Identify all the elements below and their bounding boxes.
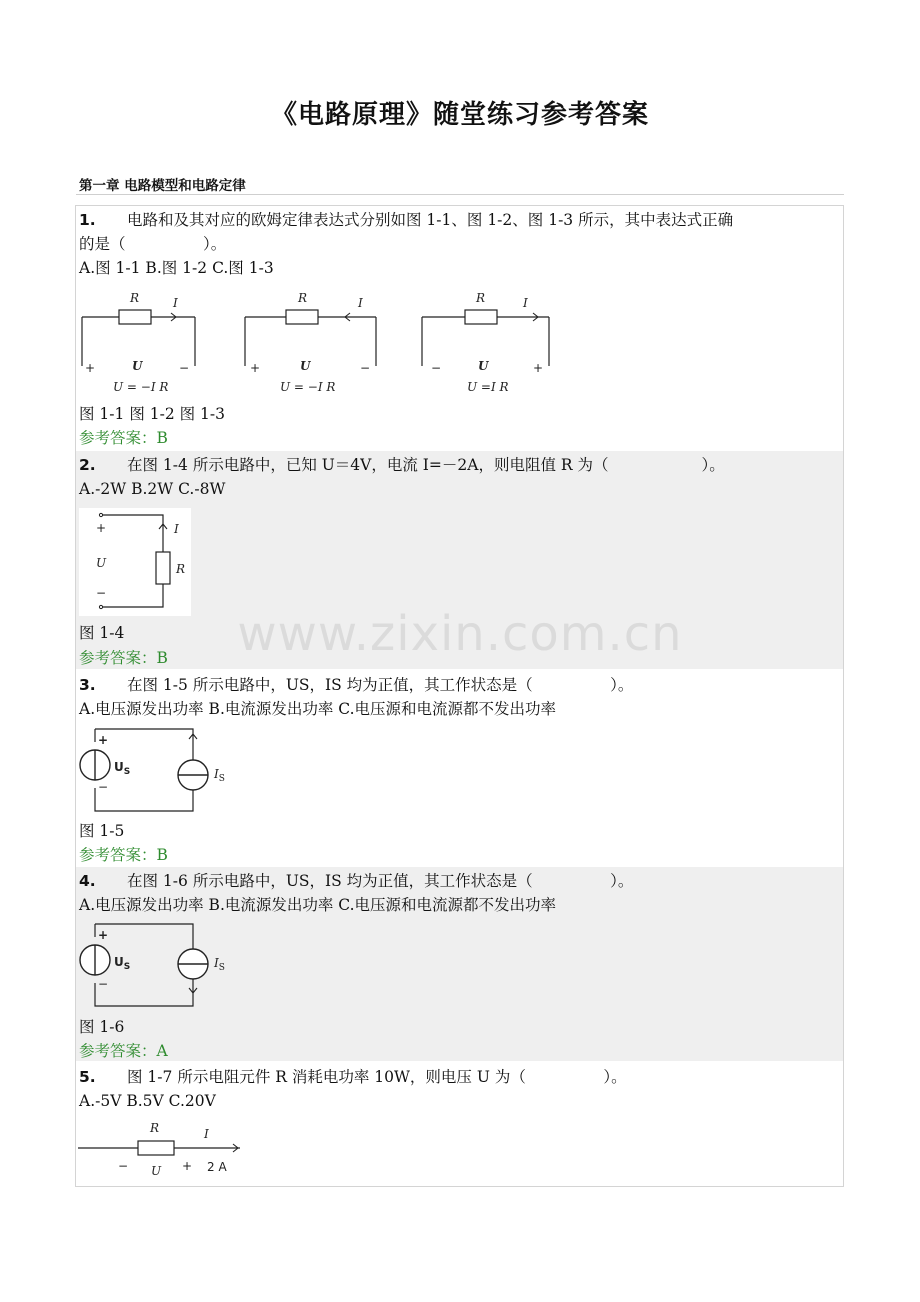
label-r: R: [176, 562, 186, 576]
question-4-stem: 4. 在图 1-6 所示电路中，US，IS 均为正值，其工作状态是（ ）。: [79, 872, 634, 890]
answer: 参考答案：B: [79, 649, 168, 667]
label-u: U: [132, 359, 143, 373]
label-r: R: [130, 291, 140, 305]
figure-caption: 图 1-4: [79, 624, 125, 642]
label-minus: −: [96, 586, 107, 600]
figure-1-1: [79, 286, 204, 394]
figure-1-3: [419, 286, 554, 394]
label-r: R: [476, 291, 486, 305]
figure-1-7: [78, 1117, 248, 1179]
label-is: $I_S$: [214, 767, 225, 784]
figure-1-2: [242, 286, 382, 394]
label-minus: −: [98, 977, 109, 991]
question-4: [76, 867, 843, 1061]
resistor: [286, 310, 318, 324]
label-plus: +: [98, 928, 109, 942]
question-number: 2.: [79, 456, 96, 474]
chapter-divider: [76, 194, 844, 195]
resistor: [119, 310, 151, 324]
question-number: 4.: [79, 872, 96, 890]
chapter-heading: 第一章 电路模型和电路定律: [79, 178, 246, 194]
resistor: [156, 552, 170, 584]
resistor: [465, 310, 497, 324]
label-plus: +: [182, 1159, 193, 1173]
question-4-options: A.电压源发出功率 B.电流源发出功率 C.电压源和电流源都不发出功率: [79, 896, 557, 914]
ohm-expression: U =I R: [467, 380, 509, 394]
figure-caption: 图 1-1 图 1-2 图 1-3: [79, 405, 226, 423]
document-title: 《电路原理》随堂练习参考答案: [270, 100, 649, 130]
question-1-stem-cont: 的是（ ）。: [79, 235, 227, 253]
label-i: I: [174, 522, 179, 536]
question-1-options: A.图 1-1 B.图 1-2 C.图 1-3: [79, 259, 274, 277]
question-3-stem: 3. 在图 1-5 所示电路中，US，IS 均为正值，其工作状态是（ ）。: [79, 676, 634, 694]
watermark: www.zixin.com.cn: [237, 606, 683, 662]
question-5: [76, 1063, 843, 1186]
resistor: [138, 1141, 174, 1155]
label-u: U: [300, 359, 311, 373]
label-plus: +: [96, 521, 107, 535]
question-2-options: A.-2W B.2W C.-8W: [79, 480, 226, 498]
label-plus: +: [250, 361, 261, 375]
label-r: R: [150, 1121, 160, 1135]
answer: 参考答案：B: [79, 846, 168, 864]
ohm-expression: U = −I R: [280, 380, 336, 394]
label-minus: −: [360, 361, 371, 375]
label-r: R: [298, 291, 308, 305]
label-i: I: [173, 296, 178, 310]
question-number: 3.: [79, 676, 96, 694]
figure-caption: 图 1-5: [79, 822, 125, 840]
label-minus: −: [431, 361, 442, 375]
label-current-value: 2 A: [207, 1160, 227, 1174]
label-u: U: [151, 1164, 162, 1178]
label-us: $U_S$: [114, 760, 131, 777]
label-plus: +: [533, 361, 544, 375]
answer: 参考答案：A: [79, 1042, 168, 1060]
label-minus: −: [98, 780, 109, 794]
label-minus: −: [179, 361, 190, 375]
question-5-options: A.-5V B.5V C.20V: [79, 1092, 216, 1110]
answer: 参考答案：B: [79, 429, 168, 447]
label-minus: −: [118, 1159, 129, 1173]
label-is: $I_S$: [214, 956, 225, 973]
figure-1-4: [79, 508, 191, 616]
label-u: U: [478, 359, 489, 373]
label-us: $U_S$: [114, 955, 131, 972]
question-number: 5.: [79, 1068, 96, 1086]
figure-1-6: [78, 921, 238, 1011]
question-5-stem: 5. 图 1-7 所示电阻元件 R 消耗电功率 10W，则电压 U 为（ ）。: [79, 1068, 627, 1086]
figure-1-5: [78, 726, 238, 816]
question-3-options: A.电压源发出功率 B.电流源发出功率 C.电压源和电流源都不发出功率: [79, 700, 557, 718]
question-number: 1.: [79, 211, 96, 229]
question-1-stem: 1. 电路和及其对应的欧姆定律表达式分别如图 1-1、图 1-2、图 1-3 所示，其中表达式正确: [79, 211, 734, 229]
label-i: I: [358, 296, 363, 310]
label-plus: +: [85, 361, 96, 375]
ohm-expression: U = −I R: [113, 380, 169, 394]
question-3: [76, 671, 843, 865]
question-2-stem: 2. 在图 1-4 所示电路中，已知 U＝4V，电流 I=－2A，则电阻值 R 为（ ）。: [79, 456, 725, 474]
question-1: [76, 206, 843, 450]
label-u: U: [96, 556, 107, 570]
label-i: I: [523, 296, 528, 310]
label-i: I: [204, 1127, 209, 1141]
label-plus: +: [98, 733, 109, 747]
figure-caption: 图 1-6: [79, 1018, 125, 1036]
